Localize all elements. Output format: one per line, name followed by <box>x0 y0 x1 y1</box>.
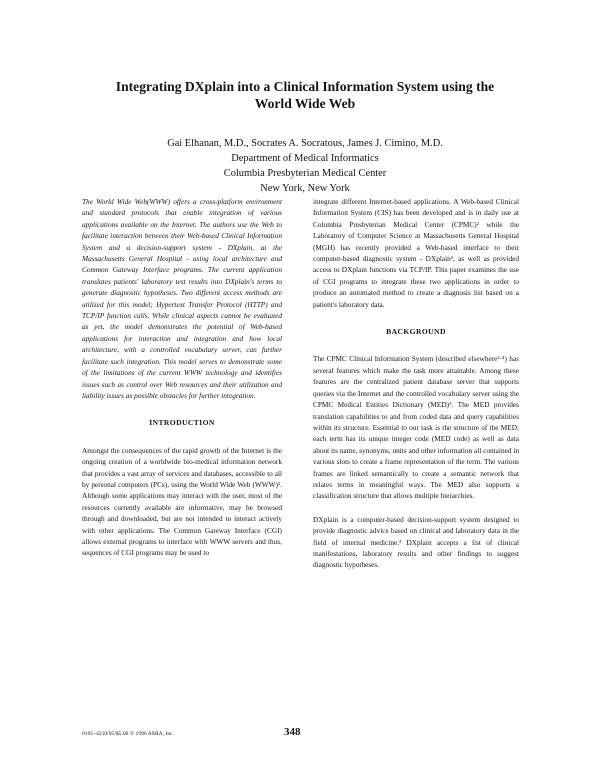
author-block <box>60 136 550 196</box>
right-column <box>313 196 519 571</box>
copyright-footer: 0195–4210/95/$5.00 © 1996 AMIA, Inc. <box>82 731 175 737</box>
left-column <box>82 196 282 559</box>
page-number: 348 <box>284 726 301 738</box>
introduction-heading: INTRODUCTION <box>149 418 215 428</box>
introduction-paragraph: Amongst the consequences of the rapid growth of the Internet is the ongoing creation of a worldwide bio-medical information network that provides a vast array of services and databases, accessible to all by personal computers (PCs), using the World Wide Web (WWW)¹. Although some applications may interact with the user, most of the resources currently available are informative, may be browsed through and downloaded, but are not intended to interact actively with other applications. The Common Gateway Interface (CGI) allows external programs to interface with WWW servers and thus, sequences of CGI programs may be used to <box>82 445 282 558</box>
authors: Gai Elhanan, M.D., Socrates A. Socratous, James J. Cimino, M.D. <box>167 138 443 149</box>
background-paragraph-2: DXplain is a computer-based decision-support system designed to provide diagnostic advice based on clinical and laboratory data in the field of internal medicine.³ DXplain accepts a list of clinical manifestations, laboratory results and other findings to suggest diagnostic hypotheses. <box>313 514 519 570</box>
introduction-paragraph-continued: integrate different Internet-based applications. A Web-based Clinical Information System (CIS) has been developed and is in daily use at Columbia Presbyterian Medical Center (CPMC)² while the Laboratory of Computer Science at Massachusetts General Hospital (MGH) has recently provided a Web-based interface to their computer-based diagnostic system - DXplain³, as well as provided access to DXplain functions via TCP/IP. This paper examines the use of CGI programs to integrate these two applications in order to produce an automated method to create a diagnosis list based on a patient's laboratory data. <box>313 197 519 309</box>
title-line-2: World Wide Web <box>254 96 356 111</box>
background-heading: BACKGROUND <box>386 327 446 337</box>
abstract: The World Wide Web(WWW) offers a cross-platform environment and standard protocols that enable integration of various applications available on the Internet. The authors use the Web to facilitate interaction between their Web-based Clinical Information System and a decision-support system - DXplain, at the Massachusetts General Hospital - using local architecture and Common Gateway Interface programs. The current application translates patients' laboratory test results into DXplain's terms to generate diagnostic hypotheses. Two different access methods are utilized for this model; Hypertext Transfer Protocol (HTTP) and TCP/IP function calls. While clinical aspects cannot be evaluated as yet, the model demonstrates the potential of Web-based applications for interaction and integration and how local architecture, with a controlled vocabulary server, can further facilitate such integration. This model serves to demonstrate some of the limitations of the current WWW technology and identifies issues such as control over Web resources and their utilization and liability issues as possible obstacles for further integration. <box>82 197 282 400</box>
title-line-1: Integrating DXplain into a Clinical Information System using the <box>115 79 495 94</box>
department: Department of Medical Informatics <box>231 153 379 164</box>
location: New York, New York <box>260 183 350 194</box>
background-paragraph-1: The CPMC Clinical Information System (described elsewhere²·⁴) has several features which make the task more attainable. Among these features are the centralized patient database server that supports queries via the Internet and the controlled vocabulary server using the CPMC Medical Entities Dictionary (MED)⁵. The MED provides translation capabilities to and from coded data and query capabilities within its structure. Essential to our task is the structure of the MED; each term has its unique integer code (MED code) as well as data about its name, synonyms, units and other information all contained in various slots to create a frame representation of the term. The various frames are linked semantically to create a semantic network that relates terms in meaningful ways. The MED also supports a classification structure that allows multiple hierarchies. <box>313 354 519 501</box>
institution: Columbia Presbyterian Medical Center <box>223 168 387 179</box>
paper-title <box>60 78 550 112</box>
